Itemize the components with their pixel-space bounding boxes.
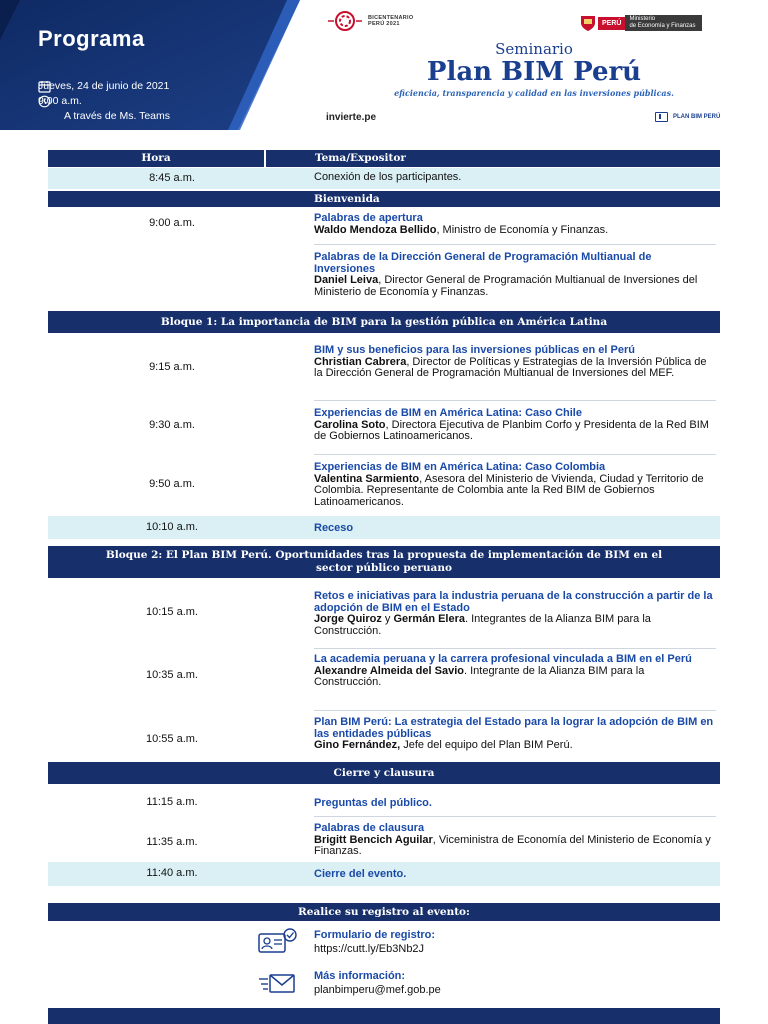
row-time: 10:10 a.m.	[146, 521, 198, 533]
agenda-item-title: BIM y sus beneficios para las inversiones públicas en el Perú	[314, 344, 635, 356]
event-platform: A través de Ms. Teams	[64, 110, 171, 122]
event-time-text: 9:00 a.m.	[38, 95, 82, 107]
contact-email-link[interactable]: planbimperu@mef.gob.pe	[314, 984, 441, 996]
speaker-name: Waldo Mendoza Bellido	[314, 223, 437, 236]
row-divider	[314, 244, 716, 245]
speaker-role: , Director General de Programación Multianual de Inversiones del Ministerio de Economía y Finanzas.	[314, 274, 698, 298]
agenda-item	[314, 252, 714, 298]
row-divider	[314, 648, 716, 649]
speaker-name: Christian Cabrera	[314, 355, 407, 368]
row-topic: Conexión de los participantes.	[314, 171, 462, 183]
agenda-item	[314, 345, 714, 380]
agenda-item	[314, 717, 714, 752]
registration-heading: Realice su registro al evento:	[48, 903, 720, 921]
registration-form-link[interactable]: https://cutt.ly/Eb3Nb2J	[314, 943, 425, 955]
section-cierre: Cierre y clausura	[48, 762, 720, 784]
agenda-item-title: Cierre del evento.	[314, 868, 407, 880]
bicentenario-logo	[326, 10, 413, 32]
agenda-item-title: La academia peruana y la carrera profesional vinculada a BIM en el Perú	[314, 653, 692, 665]
agenda-item	[314, 869, 714, 881]
speaker-role: Jefe del equipo del Plan BIM Perú.	[400, 739, 573, 751]
email-icon	[258, 971, 298, 997]
agenda-item-title: Palabras de la Dirección General de Programación Multianual de Inversiones	[314, 251, 652, 275]
program-header-panel	[0, 0, 300, 130]
agenda-item-title: Plan BIM Perú: La estrategia del Estado para la lograr la adopción de BIM en las entidades públicas	[314, 716, 714, 740]
column-header-hora: Hora	[48, 150, 264, 167]
speaker-conjunction: y	[381, 613, 394, 625]
invierte-logo: invierte.pe	[326, 112, 377, 123]
row-time: 9:00 a.m.	[149, 217, 195, 229]
speaker-role: , Asesora del Ministerio de Vivienda, Ciudad y Territorio de Colombia. Representante de Colombia ante la Red BIM de Gobiernos Latinoamericanos.	[314, 472, 704, 508]
bicentenario-line1: BICENTENARIO	[368, 15, 414, 21]
ministry-line1: Ministerio	[629, 16, 656, 22]
row-divider	[314, 816, 716, 817]
speaker-name: Valentina Sarmiento	[314, 472, 420, 485]
speaker-name: Jorge Quiroz	[314, 613, 382, 625]
row-time: 10:15 a.m.	[146, 606, 198, 618]
agenda-item-title: Receso	[314, 522, 354, 534]
agenda-item	[314, 408, 714, 443]
agenda-item-title: Experiencias de BIM en América Latina: Caso Chile	[314, 407, 582, 419]
planbim-text: PLAN BIM PERÚ	[673, 114, 721, 120]
ministry-line2: de Economía y Finanzas	[629, 23, 696, 29]
event-date	[38, 80, 169, 92]
bicentenario-line2: PERÚ 2021	[368, 21, 400, 27]
agenda-item-title: Palabras de clausura	[314, 822, 425, 834]
agenda-item-title: Preguntas del público.	[314, 797, 432, 809]
speaker-name: Carolina Soto	[314, 418, 386, 431]
bicentenario-icon	[326, 10, 364, 32]
speaker-name: Gino Fernández,	[314, 739, 401, 751]
agenda-item	[314, 798, 714, 810]
event-date-text: Jueves, 24 de junio de 2021	[38, 80, 170, 92]
calendar-icon	[38, 80, 51, 93]
speaker-name: Brigitt Bencich Aguilar	[314, 833, 433, 846]
row-time: 11:15 a.m.	[146, 796, 198, 808]
planbim-logo	[655, 112, 720, 122]
agenda-item	[314, 523, 714, 535]
seminar-title: Plan BIM Perú	[426, 57, 642, 87]
row-time: 10:55 a.m.	[146, 733, 198, 745]
section-bloque-2: Bloque 2: El Plan BIM Perú. Oportunidades tras la propuesta de implementación de BIM en el sector público peruano	[48, 546, 720, 578]
row-divider	[314, 454, 716, 455]
more-info-label: Más información:	[314, 970, 406, 982]
clock-icon	[38, 95, 51, 108]
registration-form-label: Formulario de registro:	[314, 929, 436, 941]
seminar-kicker: Seminario	[495, 40, 573, 58]
speaker-name: Germán Elera	[393, 613, 466, 625]
row-time: 9:30 a.m.	[149, 419, 195, 431]
program-title: Programa	[38, 26, 145, 51]
row-time: 10:35 a.m.	[146, 669, 198, 681]
speaker-name: Daniel Leiva	[314, 274, 379, 286]
event-time	[38, 95, 82, 107]
agenda-item	[314, 591, 714, 637]
agenda-item	[314, 823, 714, 858]
speaker-name: Alexandre Almeida del Savio	[314, 664, 464, 677]
speaker-role: , Viceministra de Economía del Ministerio de Economía y Finanzas.	[314, 833, 711, 857]
row-time: 9:50 a.m.	[149, 478, 195, 490]
speaker-role: , Directora Ejecutiva de Planbim Corfo y Presidenta de la Red BIM de Gobiernos Latinoamericanos.	[314, 418, 709, 442]
row-time: 8:45 a.m.	[149, 172, 195, 184]
footer-bar	[48, 1008, 720, 1024]
peru-label: PERÚ	[598, 17, 625, 30]
mef-logo	[578, 14, 702, 32]
agenda-item-title: Retos e iniciativas para la industria peruana de la construcción a partir de la adopción de BIM en el Estado	[314, 590, 713, 614]
agenda-item	[314, 462, 714, 508]
agenda-item	[314, 213, 714, 236]
column-header-tema: Tema/Expositor	[266, 150, 720, 167]
speaker-role: . Integrantes de la Alianza BIM para la Construcción.	[314, 613, 651, 637]
registration-form-icon	[258, 928, 298, 954]
row-time: 11:35 a.m.	[146, 836, 198, 848]
planbim-icon	[655, 112, 668, 122]
coat-of-arms-icon	[578, 14, 598, 32]
row-divider	[314, 400, 716, 401]
section-bloque-1: Bloque 1: La importancia de BIM para la gestión pública en América Latina	[48, 311, 720, 333]
speaker-role: , Director de Políticas y Estrategias de la Inversión Pública de la Dirección General de Programación Multianual de Inversiones del MEF.	[314, 355, 707, 379]
agenda-item-title: Palabras de apertura	[314, 212, 423, 224]
seminar-subtitle: eficiencia, transparencia y calidad en las inversiones públicas.	[394, 88, 674, 98]
agenda-item	[314, 654, 714, 689]
section-bienvenida: Bienvenida	[48, 191, 720, 207]
row-time: 11:40 a.m.	[146, 867, 198, 879]
agenda-item-title: Experiencias de BIM en América Latina: Caso Colombia	[314, 461, 606, 473]
row-time: 9:15 a.m.	[149, 361, 195, 373]
speaker-role: , Ministro de Economía y Finanzas.	[436, 223, 609, 236]
row-divider	[314, 710, 716, 711]
speaker-role: . Integrante de la Alianza BIM para la Construcción.	[314, 664, 645, 688]
